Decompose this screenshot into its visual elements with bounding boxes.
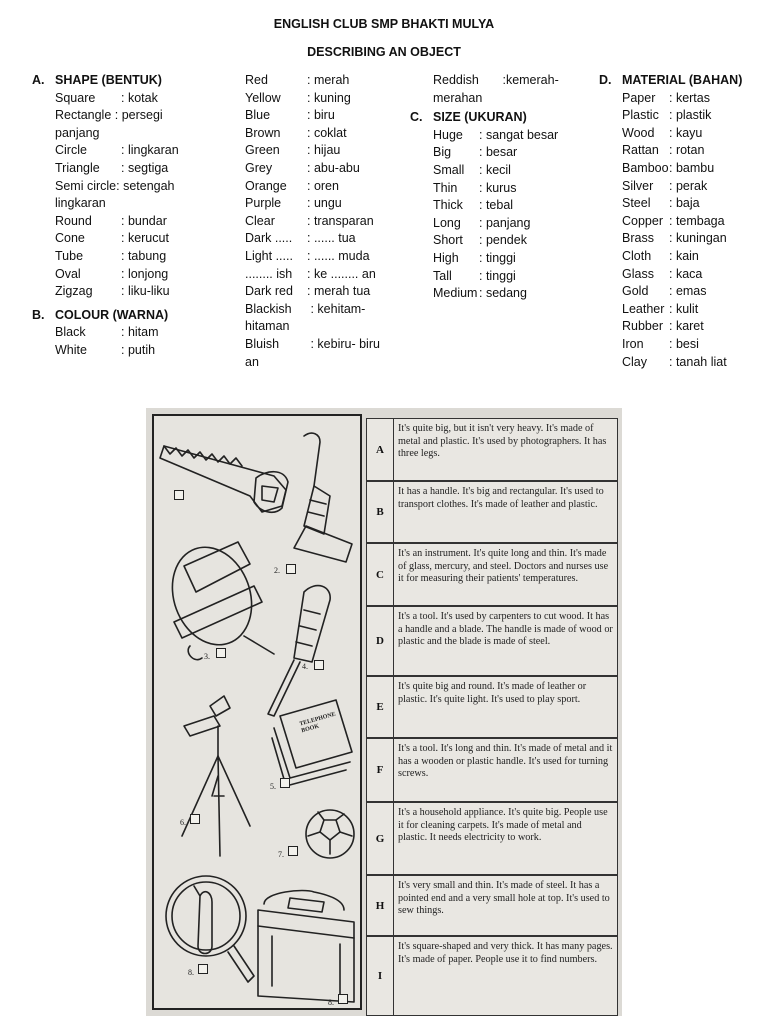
vocab-word: Brown	[245, 125, 281, 140]
screwdriver-illustration	[268, 586, 330, 716]
vocab-meaning: : bambu	[669, 160, 715, 175]
object-number: 8.	[328, 998, 334, 1007]
vocab-word: Round	[55, 213, 92, 228]
vocab-word: Reddish	[433, 73, 479, 87]
vocab-word: Short	[433, 233, 463, 248]
material-list	[622, 90, 762, 372]
vocab-word: Triangle	[55, 160, 100, 175]
vocab-meaning: : liku-liku	[121, 284, 170, 299]
section-letter: D.	[599, 73, 612, 87]
vocab-row	[245, 336, 380, 371]
vocab-meaning: : setengah lingkaran	[55, 178, 175, 211]
vocab-row	[245, 301, 380, 336]
vocab-meaning: : ...... tua	[307, 231, 356, 246]
vocab-row	[245, 160, 395, 178]
vocab-word: Zigzag	[55, 284, 93, 299]
shape-heading	[32, 72, 235, 90]
vocab-row	[245, 283, 395, 301]
vocab-meaning: : tinggi	[479, 268, 516, 283]
vocab-word: Oval	[55, 266, 81, 281]
vocab-word: Rubber	[622, 319, 663, 334]
vocab-row	[433, 72, 568, 107]
object-number: 7.	[278, 850, 284, 859]
vocab-meaning: : ungu	[307, 196, 342, 211]
vocab-meaning: : baja	[669, 196, 700, 211]
vocab-meaning: : kebiru- biru an	[245, 336, 380, 369]
vocab-meaning: : ke ........ an	[307, 266, 376, 281]
vocab-word: Cloth	[622, 248, 652, 263]
vocab-row	[245, 142, 395, 160]
vocab-meaning: : sedang	[479, 286, 527, 301]
vocab-meaning: : karet	[669, 319, 704, 334]
vocab-word: Huge	[433, 127, 463, 142]
vocab-row	[433, 127, 593, 145]
vocab-meaning: : perak	[669, 178, 708, 193]
row-description: It's a tool. It's long and thin. It's made of metal and it has a wooden or plastic handle. It's used for turning screws.	[398, 743, 613, 779]
description-row	[366, 418, 618, 481]
row-description: It's quite big, but it isn't very heavy. It's made of metal and plastic. It's used by photographers. It has three legs.	[398, 423, 607, 459]
page-subtitle: DESCRIBING AN OBJECT	[307, 45, 461, 59]
vocab-meaning: : besi	[669, 336, 699, 351]
vocab-meaning: : sangat besar	[479, 127, 559, 142]
vocab-row	[622, 213, 762, 231]
vocab-row	[245, 178, 395, 196]
vocab-row	[433, 197, 593, 215]
description-row	[366, 606, 618, 676]
book-label: TELEPHONE BOOK	[298, 711, 337, 735]
answer-checkbox[interactable]	[286, 564, 296, 574]
vocab-meaning: : kertas	[669, 90, 710, 105]
vocab-word: Black	[55, 325, 86, 340]
answer-checkbox[interactable]	[280, 778, 290, 788]
vocab-word: ........ ish	[245, 266, 293, 281]
vocab-word: Bamboo	[622, 160, 669, 175]
vocab-word: Semi circle	[55, 178, 117, 193]
vocab-row	[245, 248, 395, 266]
description-row	[366, 936, 618, 1016]
vocab-meaning: : kuning	[307, 90, 351, 105]
vocab-row	[55, 213, 235, 231]
vocab-word: Clear	[245, 213, 275, 228]
vocab-word: Copper	[622, 213, 663, 228]
vocab-meaning: : plastik	[669, 108, 712, 123]
vocab-word: Iron	[622, 336, 644, 351]
vocab-meaning: : tebal	[479, 198, 514, 213]
section-letter: B.	[32, 307, 45, 322]
vocab-word: Gold	[622, 284, 649, 299]
vocab-meaning: : hijau	[307, 143, 341, 158]
colour-list-2	[245, 72, 395, 371]
vocab-word: White	[55, 342, 87, 357]
vocab-meaning: : kulit	[669, 301, 699, 316]
vocab-row	[622, 125, 762, 143]
vocab-row	[55, 324, 235, 342]
vocab-meaning: : besar	[479, 145, 518, 160]
vocab-row	[245, 213, 395, 231]
vocab-word: Thin	[433, 180, 458, 195]
vocab-row	[55, 342, 235, 360]
vocab-word: Steel	[622, 196, 651, 211]
suitcase-illustration	[258, 891, 354, 1003]
vocab-word: Tall	[433, 268, 452, 283]
section-letter: C.	[410, 110, 423, 125]
vocab-meaning: : hitam	[121, 325, 159, 340]
vocab-meaning: : emas	[669, 284, 707, 299]
vocab-row	[622, 195, 762, 213]
vocab-word: High	[433, 250, 459, 265]
vocab-row	[433, 232, 593, 250]
vocab-meaning: : lingkaran	[121, 143, 179, 158]
vocab-row	[433, 215, 593, 233]
row-letter: G	[367, 803, 394, 874]
vocab-row	[433, 162, 593, 180]
row-letter: F	[367, 739, 394, 801]
vocab-row	[245, 90, 395, 108]
vocab-meaning: : ...... muda	[307, 248, 370, 263]
vocab-row	[245, 230, 395, 248]
vocab-meaning: :kemerah- merahan	[433, 73, 559, 105]
vocab-word: Wood	[622, 125, 655, 140]
vocab-row	[245, 125, 395, 143]
vocab-meaning: : transparan	[307, 213, 374, 228]
row-description: It's very small and thin. It's made of steel. It has a pointed end and a very small hole at top. It's used to sew things.	[398, 880, 610, 916]
vocab-word: Red	[245, 73, 268, 87]
description-table	[366, 418, 620, 1014]
vocab-row	[622, 354, 762, 372]
vocab-row	[245, 107, 395, 125]
section-letter: A.	[32, 73, 45, 87]
vocab-meaning: : pendek	[479, 233, 527, 248]
vocab-row	[433, 144, 593, 162]
description-row	[366, 676, 618, 738]
colour-column	[245, 72, 395, 371]
vocab-row	[55, 178, 185, 213]
colour-heading	[32, 307, 235, 325]
vocab-row	[622, 160, 762, 178]
vocab-word: Blackish	[245, 301, 292, 316]
vocab-meaning: : tinggi	[479, 250, 516, 265]
page-title: ENGLISH CLUB SMP BHAKTI MULYA	[273, 17, 495, 31]
thermometer-illustration	[159, 536, 274, 660]
row-letter: I	[367, 937, 394, 1015]
object-number: 3.	[204, 652, 210, 661]
vocab-row	[622, 283, 762, 301]
vocab-meaning: : kurus	[479, 180, 517, 195]
object-number: 4.	[302, 662, 308, 671]
vocab-word: Green	[245, 143, 280, 158]
vocab-row	[622, 142, 762, 160]
row-description: It's an instrument. It's quite long and thin. It's made of glass, mercury, and steel. Doctors and nurses use it for measuring their patients' temperatures.	[398, 548, 609, 584]
vocab-meaning: : kerucut	[121, 231, 169, 246]
vocab-meaning: : bundar	[121, 213, 167, 228]
vocab-meaning: : kotak	[121, 90, 158, 105]
material-heading	[599, 72, 762, 90]
vocab-word: Tube	[55, 248, 84, 263]
colour-list	[55, 324, 235, 359]
vocab-meaning: : kehitam- hitaman	[245, 301, 366, 334]
vocab-meaning: : rotan	[669, 143, 705, 158]
vocab-meaning: : persegi panjang	[55, 108, 163, 140]
vocab-word: Silver	[622, 178, 654, 193]
object-number: 5.	[270, 782, 276, 791]
vocab-row	[55, 90, 235, 108]
row-letter: H	[367, 876, 394, 935]
vocab-row	[55, 230, 235, 248]
vocab-row	[622, 178, 762, 196]
size-list	[433, 127, 593, 303]
shape-column	[32, 72, 235, 360]
vocab-meaning: : segtiga	[121, 160, 169, 175]
answer-checkbox[interactable]	[314, 660, 324, 670]
vocab-word: Brass	[622, 231, 654, 246]
row-letter: C	[367, 544, 394, 605]
row-letter: B	[367, 482, 394, 542]
description-row	[366, 481, 618, 543]
vocab-meaning: : coklat	[307, 125, 347, 140]
answer-checkbox[interactable]	[198, 964, 208, 974]
vocab-meaning: : putih	[121, 342, 156, 357]
vocab-word: Leather	[622, 301, 665, 316]
size-heading	[410, 109, 593, 127]
size-column	[410, 72, 593, 303]
answer-checkbox[interactable]	[216, 648, 226, 658]
vocab-word: Small	[433, 162, 465, 177]
vocab-meaning: : kecil	[479, 162, 511, 177]
vocab-row	[433, 268, 593, 286]
vocab-meaning: : abu-abu	[307, 160, 360, 175]
vocab-row	[245, 266, 395, 284]
vocab-meaning: : lonjong	[121, 266, 169, 281]
magnifier-needle-illustration	[166, 876, 254, 982]
vacuum-illustration	[294, 433, 352, 562]
vocab-row	[433, 250, 593, 268]
description-row	[366, 543, 618, 606]
description-row	[366, 738, 618, 802]
vocab-meaning: : tanah liat	[669, 354, 727, 369]
vocab-row	[55, 283, 235, 301]
vocab-row	[55, 266, 235, 284]
vocab-word: Grey	[245, 160, 273, 175]
row-description: It's square-shaped and very thick. It has many pages. It's made of paper. People use it to find numbers.	[398, 941, 613, 965]
vocab-row	[55, 248, 235, 266]
vocab-word: Rattan	[622, 143, 659, 158]
object-number: 6.	[180, 818, 186, 827]
description-row	[366, 875, 618, 936]
section-heading-text: SIZE (UKURAN)	[433, 110, 527, 125]
football-illustration	[306, 810, 354, 858]
vocab-row	[55, 160, 235, 178]
vocab-meaning: : merah	[307, 73, 350, 87]
vocab-row	[622, 248, 762, 266]
vocab-meaning: : merah tua	[307, 284, 371, 299]
vocab-word: Big	[433, 145, 452, 160]
vocab-meaning: : tabung	[121, 248, 167, 263]
vocab-row	[245, 72, 395, 90]
saw-illustration	[160, 446, 288, 512]
vocab-row	[622, 230, 762, 248]
vocab-meaning: : biru	[307, 108, 335, 123]
vocab-word: Plastic	[622, 108, 659, 123]
row-description: It's a household appliance. It's quite big. People use it for cleaning carpets. It's made of metal and plastic. It needs electricity to work.	[398, 807, 608, 843]
vocab-word: Square	[55, 90, 96, 105]
colour-list-3	[433, 72, 593, 107]
vocab-word: Blue	[245, 108, 271, 123]
vocab-word: Paper	[622, 90, 656, 105]
vocab-meaning: : kaca	[669, 266, 703, 281]
vocab-word: Long	[433, 215, 461, 230]
vocab-meaning: : tembaga	[669, 213, 725, 228]
vocab-row	[55, 107, 185, 142]
material-column	[599, 72, 762, 371]
vocab-row	[245, 195, 395, 213]
worksheet-photo	[146, 408, 622, 1016]
answer-checkbox[interactable]	[338, 994, 348, 1004]
answer-checkbox[interactable]	[190, 814, 200, 824]
vocab-meaning: : panjang	[479, 215, 531, 230]
vocab-word: Medium	[433, 286, 478, 301]
telephone-book-illustration	[272, 700, 352, 786]
vocab-row	[622, 301, 762, 319]
vocab-word: Light .....	[245, 248, 293, 263]
vocab-row	[433, 180, 593, 198]
vocab-word: Yellow	[245, 90, 281, 105]
vocab-word: Bluish	[245, 336, 280, 351]
vocab-row	[622, 107, 762, 125]
vocab-word: Dark red	[245, 284, 293, 299]
object-number: 2.	[274, 566, 280, 575]
tripod-illustration	[182, 696, 250, 856]
section-heading-text: SHAPE (BENTUK)	[55, 73, 162, 87]
vocab-row	[622, 318, 762, 336]
vocab-word: Purple	[245, 196, 282, 211]
answer-checkbox[interactable]	[174, 490, 184, 500]
row-description: It's a tool. It's used by carpenters to cut wood. It has a handle and a blade. The handle is made of wood or plastic and the blade is made of steel.	[398, 611, 613, 647]
vocab-row	[55, 142, 235, 160]
object-number: 8.	[188, 968, 194, 977]
vocab-word: Clay	[622, 354, 648, 369]
vocab-meaning: : kain	[669, 248, 699, 263]
vocab-row	[622, 90, 762, 108]
vocab-word: Thick	[433, 198, 463, 213]
vocab-word: Glass	[622, 266, 654, 281]
vocab-row	[622, 336, 762, 354]
vocab-meaning: : oren	[307, 178, 339, 193]
vocab-word: Orange	[245, 178, 287, 193]
section-heading-text: MATERIAL (BAHAN)	[622, 73, 743, 87]
description-row	[366, 802, 618, 875]
row-letter: E	[367, 677, 394, 737]
vocab-row	[622, 266, 762, 284]
vocab-meaning: : kayu	[669, 125, 703, 140]
vocab-word: Cone	[55, 231, 85, 246]
vocab-word: Circle	[55, 143, 87, 158]
vocab-word: Dark .....	[245, 231, 293, 246]
row-description: It has a handle. It's big and rectangular. It's used to transport clothes. It's made of leather and plastic.	[398, 486, 604, 510]
vocab-row	[433, 285, 593, 303]
row-letter: A	[367, 419, 394, 480]
row-description: It's quite big and round. It's made of leather or plastic. It's quite light. It's used to play sport.	[398, 681, 587, 705]
vocab-word: Rectangle	[55, 108, 112, 123]
shape-list	[55, 90, 235, 301]
vocab-meaning: : kuningan	[669, 231, 727, 246]
answer-checkbox[interactable]	[288, 846, 298, 856]
picture-panel	[152, 414, 362, 1010]
section-heading-text: COLOUR (WARNA)	[55, 307, 169, 322]
row-letter: D	[367, 607, 394, 675]
